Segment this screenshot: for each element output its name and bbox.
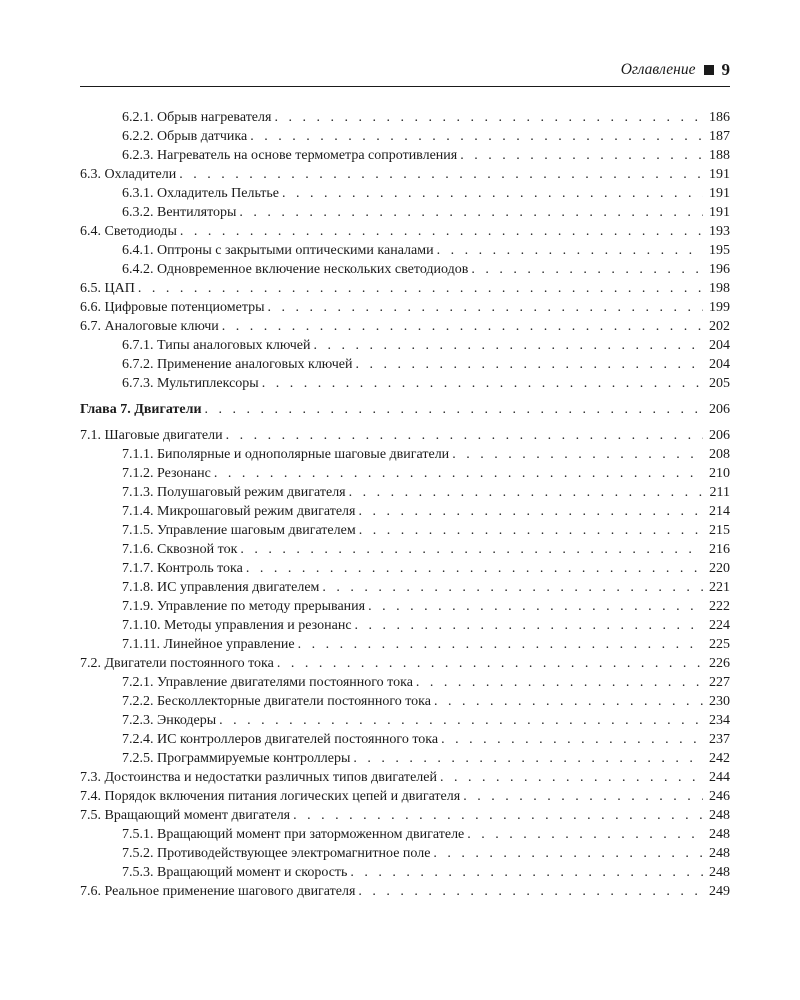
toc-entry-title: 7.1.3. Полушаговый режим двигателя (122, 485, 346, 500)
dot-leader (349, 483, 704, 502)
toc-entry (80, 317, 730, 336)
toc-entry (80, 711, 730, 730)
toc-entry (80, 730, 730, 749)
toc-entry-page: 204 (709, 338, 730, 353)
toc-entry (80, 654, 730, 673)
toc-entry-page: 191 (709, 205, 730, 220)
toc-entry-title: 6.7.2. Применение аналоговых ключей (122, 357, 353, 372)
toc-entry (80, 559, 730, 578)
toc-entry (80, 502, 730, 521)
toc-entry-page: 214 (709, 504, 730, 519)
dot-leader (359, 521, 703, 540)
running-header (80, 58, 730, 82)
dot-leader (214, 464, 703, 483)
dot-leader (355, 616, 703, 635)
toc-entry-title: 7.5.1. Вращающий момент при заторможенном двигателе (122, 827, 465, 842)
toc-entry (80, 336, 730, 355)
toc-entry-title: 7.2.4. ИС контроллеров двигателей постоянного тока (122, 732, 439, 747)
toc-entry (80, 241, 730, 260)
dot-leader (350, 863, 703, 882)
dot-leader (358, 882, 703, 901)
dot-leader (440, 768, 703, 787)
toc-entry-page: 205 (709, 376, 730, 391)
toc-entry (80, 635, 730, 654)
toc-entry (80, 825, 730, 844)
toc-entry-page: 196 (709, 262, 730, 277)
toc-chapter-entry (80, 398, 730, 422)
toc-entry-page: 248 (709, 865, 730, 880)
toc-entry-page: 208 (709, 447, 730, 462)
dot-leader (205, 398, 703, 422)
toc-entry (80, 374, 730, 393)
toc-entry (80, 464, 730, 483)
toc-entry-page: 191 (709, 186, 730, 201)
dot-leader (282, 184, 703, 203)
dot-leader (416, 673, 703, 692)
dot-leader (467, 825, 703, 844)
dot-leader (262, 374, 703, 393)
toc-entry-title: 6.3.2. Вентиляторы (122, 205, 237, 220)
dot-leader (246, 559, 703, 578)
toc-entry (80, 108, 730, 127)
toc-entry-page: 225 (709, 637, 730, 652)
dot-leader (277, 654, 703, 673)
toc-entry-title: 7.1.5. Управление шаговым двигателем (122, 523, 356, 538)
toc-entry-title: 6.5. ЦАП (80, 281, 135, 296)
toc-entry (80, 540, 730, 559)
toc-entry-title: 7.5.3. Вращающий момент и скорость (122, 865, 348, 880)
toc-entry-title: 7.2.1. Управление двигателями постоянного тока (122, 675, 413, 690)
dot-leader (222, 317, 703, 336)
toc-entry (80, 483, 730, 502)
toc-entry (80, 673, 730, 692)
toc-entry-title: 6.2.2. Обрыв датчика (122, 129, 248, 144)
toc-entry-page: 216 (709, 542, 730, 557)
dot-leader (355, 355, 703, 374)
toc-entry (80, 127, 730, 146)
toc-entry-title: 7.1.4. Микрошаговый режим двигателя (122, 504, 356, 519)
dot-leader (314, 336, 704, 355)
toc-entry-title: 6.4.2. Одновременное включение нескольких светодиодов (122, 262, 469, 277)
toc-entry-title: 7.2.3. Энкодеры (122, 713, 217, 728)
toc-entry-title: 7.4. Порядок включения питания логических цепей и двигателя (80, 789, 461, 804)
toc-entry (80, 578, 730, 597)
dot-leader (358, 502, 703, 521)
toc-entry-page: 224 (709, 618, 730, 633)
toc-entry-title: 7.3. Достоинства и недостатки различных типов двигателей (80, 770, 437, 785)
toc-entry-page: 248 (709, 827, 730, 842)
square-bullet-icon (704, 65, 714, 75)
toc-entry-title: 7.1.1. Биполярные и однополярные шаговые двигатели (122, 447, 450, 462)
toc-entry-page: 206 (709, 428, 730, 443)
toc-entry-title: 7.1.10. Методы управления и резонанс (122, 618, 352, 633)
toc-entry (80, 521, 730, 540)
toc-entry (80, 844, 730, 863)
toc-entry-page: 234 (709, 713, 730, 728)
toc-entry-page: 193 (709, 224, 730, 239)
toc-entry-title: 7.1.8. ИС управления двигателем (122, 580, 320, 595)
toc-entry (80, 279, 730, 298)
dot-leader (268, 298, 703, 317)
page-number: 9 (721, 60, 730, 79)
toc-entry-title: 6.3.1. Охладитель Пельтье (122, 186, 280, 201)
toc-entry-title: Глава 7. Двигатели (80, 402, 202, 417)
toc-entry-page: 248 (709, 846, 730, 861)
toc-entry-page: 220 (709, 561, 730, 576)
dot-leader (226, 426, 703, 445)
toc-entry-title: 7.1. Шаговые двигатели (80, 428, 223, 443)
toc-entry-page: 198 (709, 281, 730, 296)
toc-entry-title: 7.2. Двигатели постоянного тока (80, 656, 274, 671)
toc-entry-title: 6.7.1. Типы аналоговых ключей (122, 338, 311, 353)
toc-entry-page: 244 (709, 770, 730, 785)
dot-leader (219, 711, 703, 730)
dot-leader (368, 597, 703, 616)
toc-entry-title: 6.4.1. Оптроны с закрытыми оптическими каналами (122, 243, 434, 258)
toc-entry-title: 6.7.3. Мультиплексоры (122, 376, 259, 391)
toc-entry-page: 187 (709, 129, 730, 144)
toc-entry (80, 203, 730, 222)
toc-entry-title: 6.3. Охладители (80, 167, 177, 182)
toc-entry (80, 597, 730, 616)
toc-entry-page: 202 (709, 319, 730, 334)
toc-entry (80, 184, 730, 203)
toc-entry-page: 204 (709, 357, 730, 372)
dot-leader (441, 730, 703, 749)
toc-entry-page: 199 (709, 300, 730, 315)
toc-entry (80, 298, 730, 317)
toc-entry-page: 191 (709, 167, 730, 182)
toc-entry-page: 226 (709, 656, 730, 671)
toc-entry-page: 215 (709, 523, 730, 538)
table-of-contents (80, 108, 730, 901)
toc-entry-page: 222 (709, 599, 730, 614)
dot-leader (239, 203, 703, 222)
dot-leader (240, 540, 703, 559)
dot-leader (298, 635, 703, 654)
toc-entry-title: 7.2.2. Бесколлекторные двигатели постоянного тока (122, 694, 431, 709)
dot-leader (179, 165, 703, 184)
toc-entry-page: 195 (709, 243, 730, 258)
toc-entry (80, 863, 730, 882)
dot-leader (250, 127, 703, 146)
toc-entry-page: 248 (709, 808, 730, 823)
dot-leader (433, 844, 703, 863)
header-rule (80, 86, 730, 87)
dot-leader (434, 692, 703, 711)
dot-leader (180, 222, 703, 241)
toc-entry (80, 146, 730, 165)
toc-entry-page: 249 (709, 884, 730, 899)
toc-entry-page: 186 (709, 110, 730, 125)
toc-entry (80, 222, 730, 241)
section-title: Оглавление (620, 61, 696, 78)
toc-entry-title: 6.4. Светодиоды (80, 224, 177, 239)
toc-entry-title: 6.2.3. Нагреватель на основе термометра сопротивления (122, 148, 458, 163)
toc-entry-title: 7.5.2. Противодействующее электромагнитное поле (122, 846, 431, 861)
toc-entry-page: 188 (709, 148, 730, 163)
toc-entry-title: 7.1.2. Резонанс (122, 466, 211, 481)
dot-leader (463, 787, 703, 806)
toc-entry (80, 749, 730, 768)
toc-entry (80, 692, 730, 711)
dot-leader (293, 806, 703, 825)
toc-entry-title: 7.5. Вращающий момент двигателя (80, 808, 291, 823)
dot-leader (452, 445, 703, 464)
toc-entry-title: 7.1.6. Сквозной ток (122, 542, 238, 557)
toc-entry-page: 221 (709, 580, 730, 595)
toc-entry-title: 7.1.11. Линейное управление (122, 637, 295, 652)
toc-entry-page: 237 (709, 732, 730, 747)
toc-entry (80, 260, 730, 279)
toc-entry (80, 882, 730, 901)
toc-entry-page: 230 (709, 694, 730, 709)
toc-entry-page: 206 (709, 402, 730, 417)
dot-leader (353, 749, 703, 768)
dot-leader (471, 260, 703, 279)
dot-leader (437, 241, 703, 260)
dot-leader (274, 108, 703, 127)
toc-entry (80, 445, 730, 464)
toc-entry (80, 768, 730, 787)
toc-entry-title: 7.1.9. Управление по методу прерывания (122, 599, 366, 614)
toc-entry (80, 165, 730, 184)
toc-entry-title: 6.6. Цифровые потенциометры (80, 300, 265, 315)
toc-entry-page: 242 (709, 751, 730, 766)
toc-entry-title: 7.6. Реальное применение шагового двигателя (80, 884, 356, 899)
dot-leader (138, 279, 703, 298)
toc-entry-title: 7.1.7. Контроль тока (122, 561, 243, 576)
toc-entry (80, 806, 730, 825)
toc-entry (80, 355, 730, 374)
toc-entry-page: 246 (709, 789, 730, 804)
toc-entry-page: 210 (709, 466, 730, 481)
dot-leader (322, 578, 703, 597)
toc-entry (80, 616, 730, 635)
toc-entry-title: 7.2.5. Программируемые контроллеры (122, 751, 351, 766)
toc-entry (80, 426, 730, 445)
toc-entry-title: 6.7. Аналоговые ключи (80, 319, 219, 334)
toc-entry (80, 787, 730, 806)
toc-entry-title: 6.2.1. Обрыв нагревателя (122, 110, 272, 125)
dot-leader (460, 146, 703, 165)
toc-entry-page: 211 (709, 485, 730, 500)
toc-entry-page: 227 (709, 675, 730, 690)
